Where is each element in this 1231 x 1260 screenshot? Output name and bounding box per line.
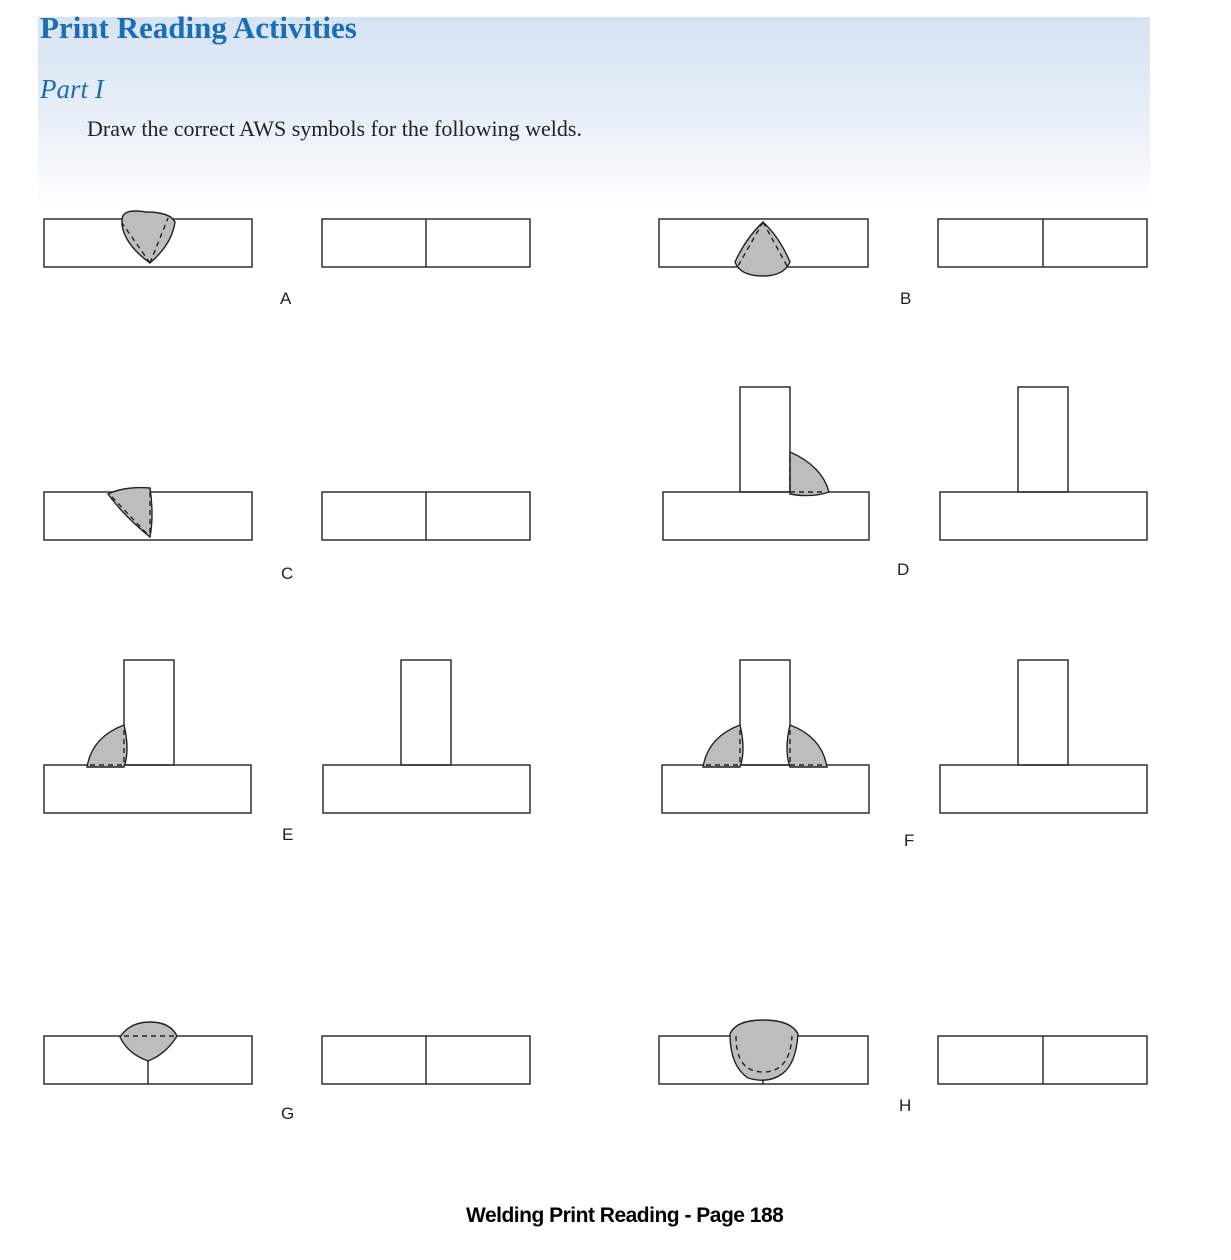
exercise-b-joint xyxy=(659,219,868,276)
exercise-label-a: A xyxy=(280,289,292,308)
exercise-d-answer-joint xyxy=(940,387,1147,540)
exercise-h-joint xyxy=(659,1020,868,1084)
exercise-label-c: C xyxy=(281,564,294,583)
exercise-label-d: D xyxy=(897,560,910,579)
instruction-text: Draw the correct AWS symbols for the following welds. xyxy=(87,116,582,141)
exercise-g-answer-box xyxy=(322,1036,530,1084)
exercise-h-answer-box xyxy=(938,1036,1147,1084)
weld-bead-left xyxy=(703,725,743,767)
part-title: Part I xyxy=(40,74,104,104)
exercise-e-joint xyxy=(44,660,251,813)
exercise-b-answer-box xyxy=(938,219,1147,267)
exercise-f-answer-joint xyxy=(940,660,1147,813)
exercise-label-f: F xyxy=(904,831,915,850)
weld-bead xyxy=(730,1020,798,1080)
weld-bead xyxy=(790,452,829,496)
exercise-label-g: G xyxy=(281,1104,295,1123)
exercise-c-answer-box xyxy=(322,492,530,540)
page-footer: Welding Print Reading - Page 188 xyxy=(466,1204,784,1227)
exercise-label-h: H xyxy=(899,1096,912,1115)
weld-bead-right xyxy=(787,725,827,767)
weld-bead xyxy=(735,222,790,276)
page-title: Print Reading Activities xyxy=(40,10,357,45)
exercise-e-answer-joint xyxy=(323,660,530,813)
exercise-label-e: E xyxy=(282,825,294,844)
exercise-d-joint xyxy=(663,387,869,540)
weld-bead xyxy=(108,488,152,537)
exercise-label-b: B xyxy=(900,289,912,308)
exercise-g-joint xyxy=(44,1022,252,1084)
exercise-a-joint xyxy=(44,211,252,267)
weld-bead xyxy=(120,1022,177,1061)
exercise-a-answer-box xyxy=(322,219,530,267)
exercise-f-joint xyxy=(662,660,869,813)
exercise-c-joint xyxy=(44,488,252,540)
weld-bead xyxy=(87,725,127,767)
